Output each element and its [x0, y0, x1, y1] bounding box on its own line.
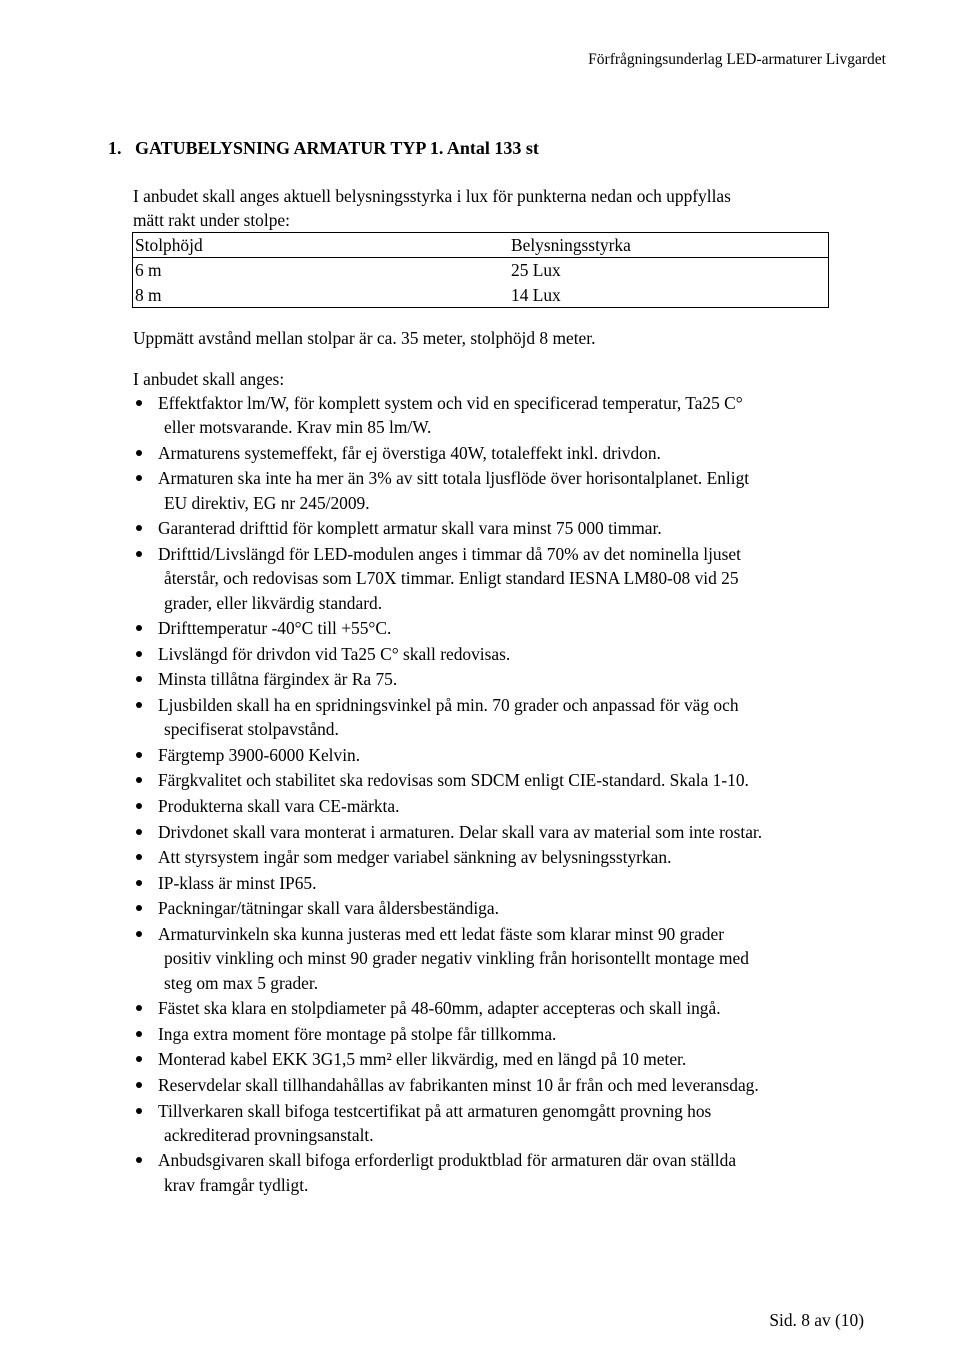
bullet-icon	[136, 702, 142, 708]
list-item-line: Garanterad drifttid för komplett armatur skall vara minst 75 000 timmar.	[158, 518, 662, 539]
list-item	[133, 743, 913, 767]
list-item-line: steg om max 5 grader.	[164, 972, 319, 993]
running-header: Förfrågningsunderlag LED-armaturer Livgardet	[588, 51, 886, 68]
bullet-icon	[136, 450, 142, 456]
list-item-line: Livslängd för drivdon vid Ta25 C° skall redovisas.	[158, 643, 511, 664]
requirements-intro: I anbudet skall anges:	[133, 369, 285, 389]
list-item-line: Monterad kabel EKK 3G1,5 mm² eller likvärdig, med en längd på 10 meter.	[158, 1049, 687, 1070]
table-cell: 6 m	[135, 260, 162, 281]
list-item	[133, 542, 913, 615]
page-number: Sid. 8 av (10)	[769, 1310, 864, 1330]
table-cell: 8 m	[135, 284, 162, 305]
intro-line: I anbudet skall anges aktuell belysningsstyrka i lux för punkterna nedan och uppfyllas	[133, 186, 731, 206]
list-item-line: ackrediterad provningsanstalt.	[164, 1124, 374, 1145]
bullet-icon	[136, 803, 142, 809]
list-item	[133, 1099, 913, 1148]
table-header-cell: Belysningsstyrka	[509, 233, 829, 258]
list-item-line: Färgkvalitet och stabilitet ska redovisas som SDCM enligt CIE-standard. Skala 1-10.	[158, 770, 749, 791]
list-item	[133, 667, 913, 691]
list-item	[133, 845, 913, 869]
list-item-line: Drifttid/Livslängd för LED-modulen anges i timmar då 70% av det nominella ljuset	[158, 543, 741, 564]
bullet-icon	[136, 931, 142, 937]
bullet-icon	[136, 1157, 142, 1163]
bullet-icon	[136, 475, 142, 481]
table-header-cell: Stolphöjd	[133, 233, 510, 258]
bullet-icon	[136, 905, 142, 911]
list-item	[133, 391, 913, 440]
bullet-icon	[136, 1082, 142, 1088]
bullet-icon	[136, 1056, 142, 1062]
list-item-line: Armaturvinkeln ska kunna justeras med ett ledat fäste som klarar minst 90 grader	[158, 923, 724, 944]
list-item-line: positiv vinkling och minst 90 grader negativ vinkling från horisontellt montage med	[164, 948, 749, 969]
list-item-line: Drivdonet skall vara monterat i armaturen. Delar skall vara av material som inte rostar.	[158, 821, 763, 842]
list-item	[133, 871, 913, 895]
table-header-row	[133, 233, 829, 258]
list-item-line: krav framgår tydligt.	[164, 1174, 309, 1195]
list-item-line: Att styrsystem ingår som medger variabel sänkning av belysningsstyrkan.	[158, 847, 672, 868]
intro-paragraph	[133, 184, 731, 233]
list-item	[133, 616, 913, 640]
bullet-icon	[136, 551, 142, 557]
bullet-icon	[136, 525, 142, 531]
list-item	[133, 896, 913, 920]
bullet-icon	[136, 651, 142, 657]
list-item-line: Armaturen ska inte ha mer än 3% av sitt totala ljusflöde över horisontalplanet. Enligt	[158, 468, 750, 489]
table-row	[133, 258, 829, 283]
list-item	[133, 820, 913, 844]
section-heading	[108, 136, 539, 160]
list-item-line: Färgtemp 3900-6000 Kelvin.	[158, 744, 361, 765]
bullet-icon	[136, 1108, 142, 1114]
bullet-icon	[136, 625, 142, 631]
list-item	[133, 794, 913, 818]
list-item-line: Effektfaktor lm/W, för komplett system och vid en specificerad temperatur, Ta25 C°	[158, 393, 743, 413]
section-number: 1.	[108, 138, 122, 158]
list-item	[133, 1148, 913, 1197]
list-item-line: Anbudsgivaren skall bifoga erforderligt produktblad för armaturen där ovan ställda	[158, 1150, 737, 1171]
list-item-line: Packningar/tätningar skall vara åldersbeständiga.	[158, 898, 499, 919]
list-item	[133, 693, 913, 742]
section-title: GATUBELYSNING ARMATUR TYP 1. Antal 133 st	[135, 138, 539, 158]
bullet-icon	[136, 777, 142, 783]
requirements-list	[133, 391, 913, 1198]
bullet-icon	[136, 1005, 142, 1011]
list-item-line: grader, eller likvärdig standard.	[164, 592, 383, 613]
list-item-line: Tillverkaren skall bifoga testcertifikat på att armaturen genomgått provning hos	[158, 1100, 712, 1121]
list-item	[133, 1022, 913, 1046]
lux-table	[132, 232, 829, 308]
table-cell: 25 Lux	[511, 260, 561, 281]
list-item	[133, 516, 913, 540]
list-item	[133, 922, 913, 995]
list-item-line: Ljusbilden skall ha en spridningsvinkel på min. 70 grader och anpassad för väg och	[158, 694, 739, 715]
list-item-line: Minsta tillåtna färgindex är Ra 75.	[158, 669, 398, 690]
list-item-line: återstår, och redovisas som L70X timmar. Enligt standard IESNA LM80-08 vid 25	[164, 568, 739, 589]
list-item	[133, 996, 913, 1020]
list-item	[133, 466, 913, 515]
intro-line: mätt rakt under stolpe:	[133, 210, 290, 231]
list-item-line: Produkterna skall vara CE-märkta.	[158, 796, 400, 817]
list-item-line: Reservdelar skall tillhandahållas av fabrikanten minst 10 år från och med leveransdag.	[158, 1074, 759, 1095]
list-item-line: EU direktiv, EG nr 245/2009.	[164, 492, 370, 513]
list-item	[133, 1047, 913, 1071]
list-item-line: Drifttemperatur -40°C till +55°C.	[158, 618, 392, 639]
list-item	[133, 441, 913, 465]
list-item-line: Fästet ska klara en stolpdiameter på 48-60mm, adapter accepteras och skall ingå.	[158, 998, 721, 1019]
bullet-icon	[136, 676, 142, 682]
list-item-line: Inga extra moment före montage på stolpe får tillkomma.	[158, 1023, 557, 1044]
bullet-icon	[136, 400, 142, 406]
table-cell: 14 Lux	[511, 284, 561, 305]
table-row	[133, 283, 829, 308]
list-item	[133, 768, 913, 792]
bullet-icon	[136, 829, 142, 835]
list-item-line: specifiserat stolpavstånd.	[164, 719, 339, 740]
list-item-line: IP-klass är minst IP65.	[158, 872, 317, 893]
bullet-icon	[136, 752, 142, 758]
list-item	[133, 1073, 913, 1097]
measured-distance: Uppmätt avstånd mellan stolpar är ca. 35 meter, stolphöjd 8 meter.	[133, 328, 596, 348]
list-item-line: eller motsvarande. Krav min 85 lm/W.	[164, 417, 432, 438]
bullet-icon	[136, 880, 142, 886]
bullet-icon	[136, 854, 142, 860]
bullet-icon	[136, 1031, 142, 1037]
list-item-line: Armaturens systemeffekt, får ej överstiga 40W, totaleffekt inkl. drivdon.	[158, 442, 661, 463]
list-item	[133, 642, 913, 666]
